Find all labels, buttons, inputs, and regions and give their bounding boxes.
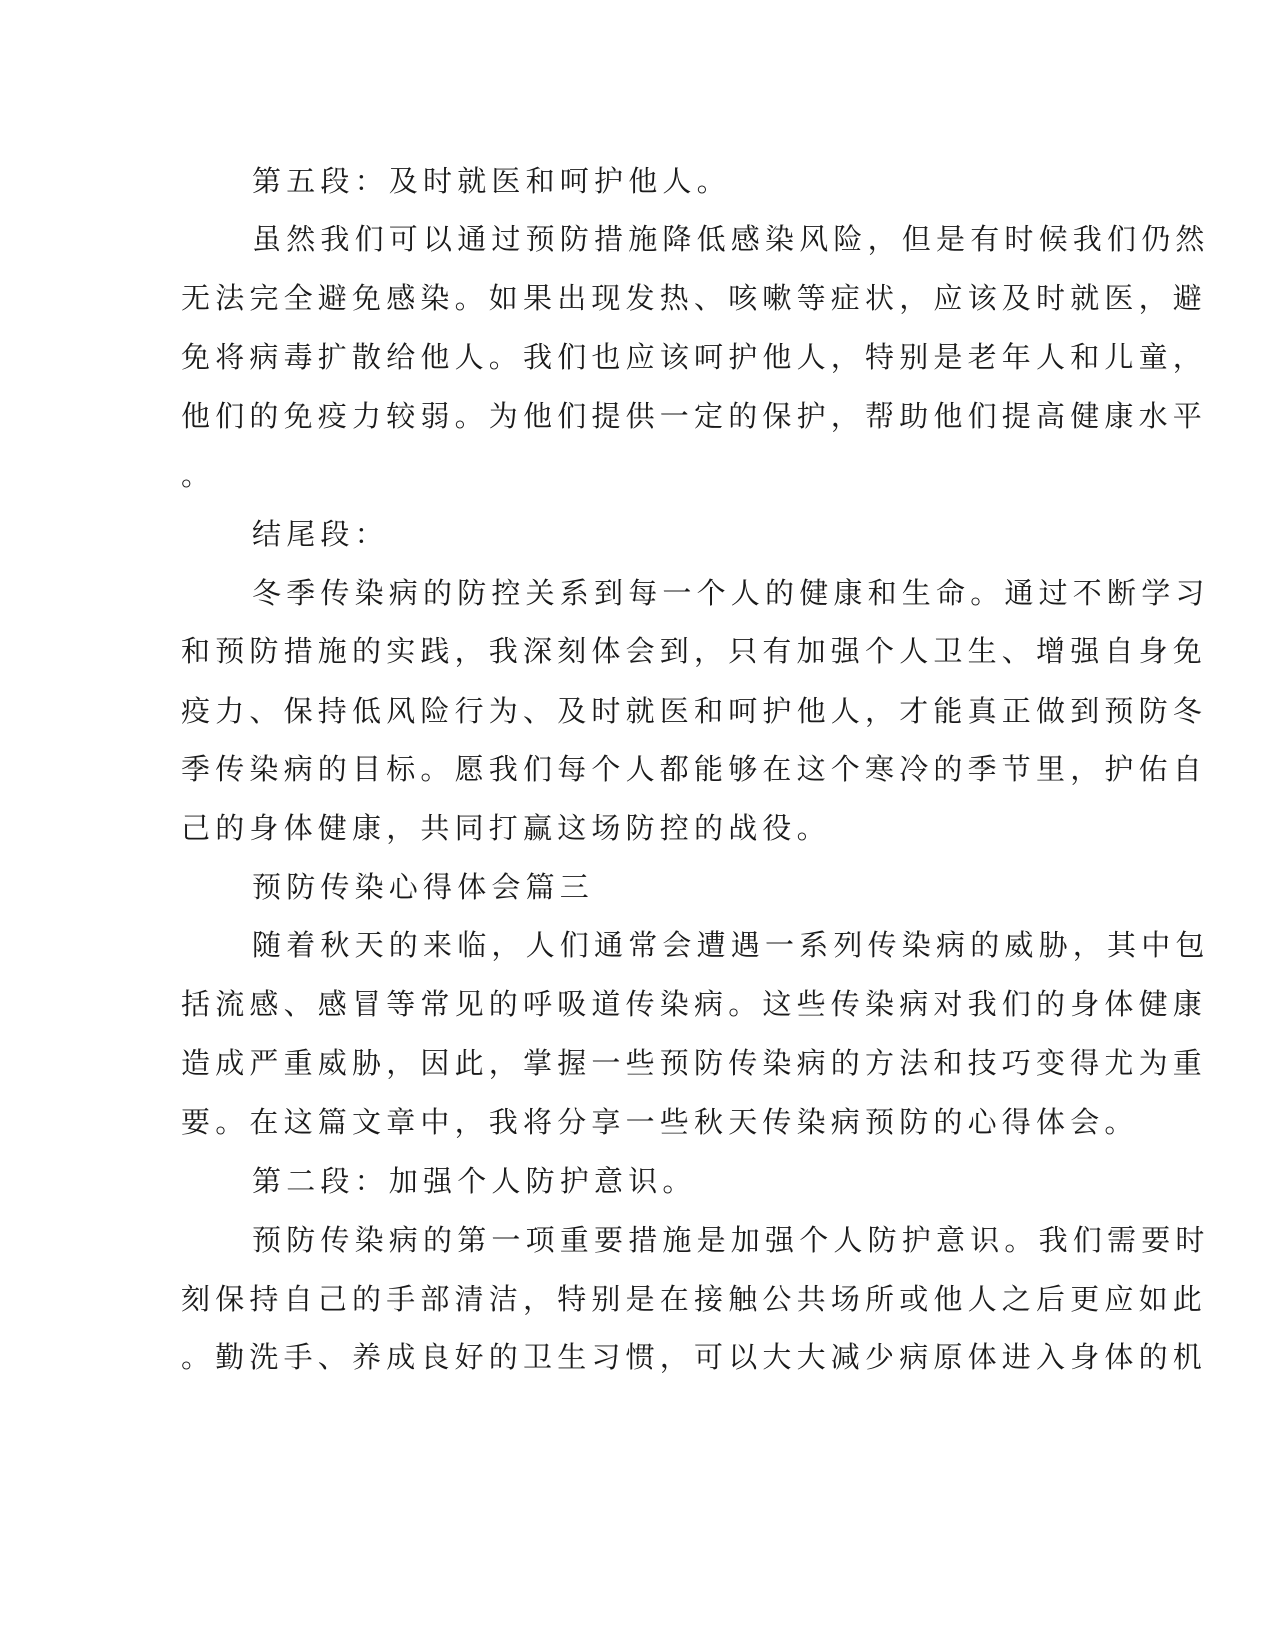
paragraph-line: 季传染病的目标。愿我们每个人都能够在这个寒冷的季节里，护佑自 (181, 752, 1208, 786)
paragraph-line: 随着秋天的来临，人们通常会遭遇一系列传染病的威胁，其中包 (252, 928, 1210, 962)
paragraph-line: 括流感、感冒等常见的呼吸道传染病。这些传染病对我们的身体健康 (181, 987, 1208, 1021)
paragraph-line: 。勤洗手、养成良好的卫生习惯，可以大大减少病原体进入身体的机 (181, 1340, 1208, 1374)
paragraph-line: 无法完全避免感染。如果出现发热、咳嗽等症状，应该及时就医，避 (181, 281, 1208, 315)
paragraph-line: 要。在这篇文章中，我将分享一些秋天传染病预防的心得体会。 (181, 1105, 1139, 1139)
paragraph-line: 虽然我们可以通过预防措施降低感染风险，但是有时候我们仍然 (252, 222, 1210, 256)
section-heading-5: 第五段：及时就医和呵护他人。 (252, 164, 731, 198)
paragraph-line: 和预防措施的实践，我深刻体会到，只有加强个人卫生、增强自身免 (181, 634, 1208, 668)
article-title: 预防传染心得体会篇三 (252, 870, 595, 904)
paragraph-line: 免将病毒扩散给他人。我们也应该呵护他人，特别是老年人和儿童， (181, 340, 1208, 374)
paragraph-line: 刻保持自己的手部清洁，特别是在接触公共场所或他人之后更应如此 (181, 1282, 1208, 1316)
paragraph-line: 他们的免疫力较弱。为他们提供一定的保护，帮助他们提高健康水平 (181, 399, 1208, 433)
paragraph-line: 。 (181, 458, 216, 492)
paragraph-line: 造成严重威胁，因此，掌握一些预防传染病的方法和技巧变得尤为重 (181, 1046, 1208, 1080)
paragraph-line: 己的身体健康，共同打赢这场防控的战役。 (181, 811, 831, 845)
section-heading-ending: 结尾段： (252, 517, 389, 551)
paragraph-line: 冬季传染病的防控关系到每一个人的健康和生命。通过不断学习 (252, 576, 1210, 610)
section-heading-2: 第二段：加强个人防护意识。 (252, 1164, 697, 1198)
paragraph-line: 预防传染病的第一项重要措施是加强个人防护意识。我们需要时 (252, 1223, 1210, 1257)
paragraph-line: 疫力、保持低风险行为、及时就医和呵护他人，才能真正做到预防冬 (181, 694, 1208, 728)
